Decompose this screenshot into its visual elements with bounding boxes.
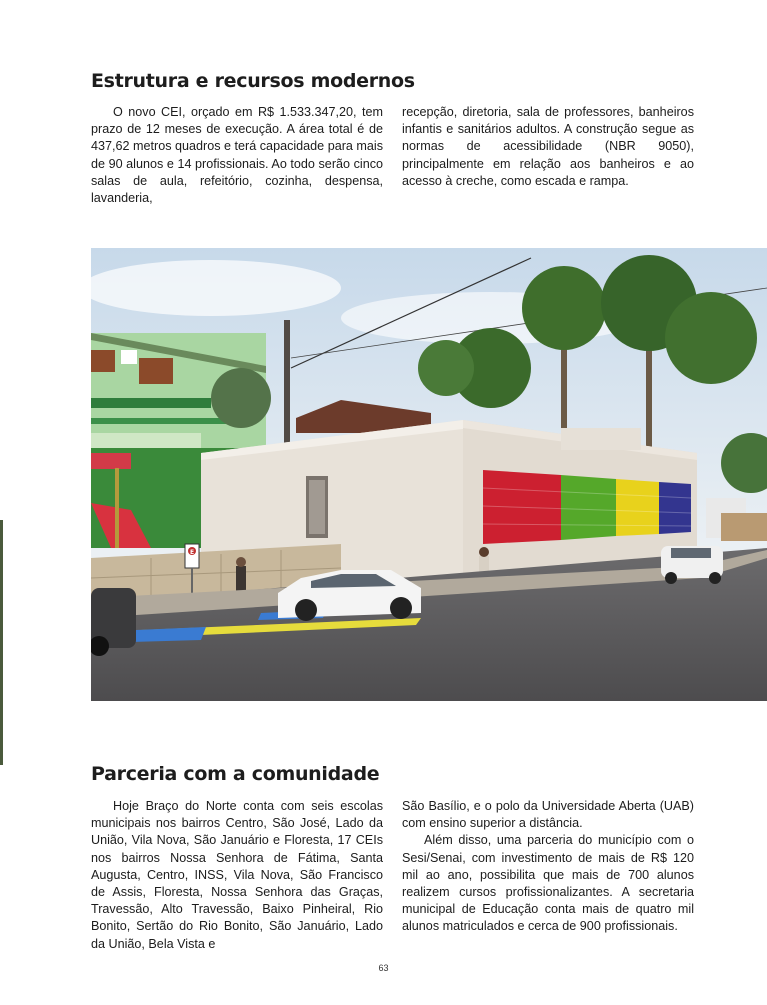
paragraph: São Basílio, e o polo da Universidade Aberta (UAB) com ensino superior a distância. <box>402 799 694 831</box>
text-column-2 <box>402 104 694 190</box>
paragraph: O novo CEI, orçado em R$ 1.533.347,20, tem prazo de 12 meses de execução. A área total é de 437,62 metros quadros e terá capacidade para mais de 90 alunos e 14 profissionais. Ao todo serão cinco salas de aula, refeitório, cozinha, despensa, lavanderia, <box>91 105 383 206</box>
text-column-3 <box>91 798 383 953</box>
section-heading-estrutura: Estrutura e recursos modernos <box>91 70 415 92</box>
paragraph: Além disso, uma parceria do município com o Sesi/Senai, com investimento de mais de R$ 120 mil ao ano, possibilita que mais de 700 alunos realizem cursos profissionalizantes. A secretaria municipal de Educação conta mais de quatro mil alunos matriculados e cerca de 900 profissionais. <box>402 833 694 934</box>
page-edge-mark <box>0 520 3 765</box>
section-heading-parceria: Parceria com a comunidade <box>91 763 380 785</box>
paragraph: recepção, diretoria, sala de professores, banheiros infantis e sanitários adultos. A construção segue as normas de acessibilidade (NBR 9050), principalmente em relação aos banheiros e ao acesso à creche, como escada e rampa. <box>402 105 694 188</box>
paragraph: Hoje Braço do Norte conta com seis escolas municipais nos bairros Centro, São José, Lado da União, Vila Nova, São Januário e Floresta, 17 CEIs nos bairros Nossa Senhora de Fátima, Santa Augusta, Centro, INSS, Vila Nova, São Francisco de Assis, Floresta, Nossa Senhora das Graças, Travessão, Alto Travessão, Baixo Pinheiral, Rio Bonito, Sertão do Rio Bonito, São Januário, Lado da União, Bela Vista e <box>91 799 383 951</box>
text-column-1 <box>91 104 383 207</box>
building-rendering-photo <box>91 248 767 701</box>
page-number: 63 <box>378 963 389 973</box>
parking-sign-letter: E <box>189 549 195 556</box>
text-column-4 <box>402 798 694 936</box>
